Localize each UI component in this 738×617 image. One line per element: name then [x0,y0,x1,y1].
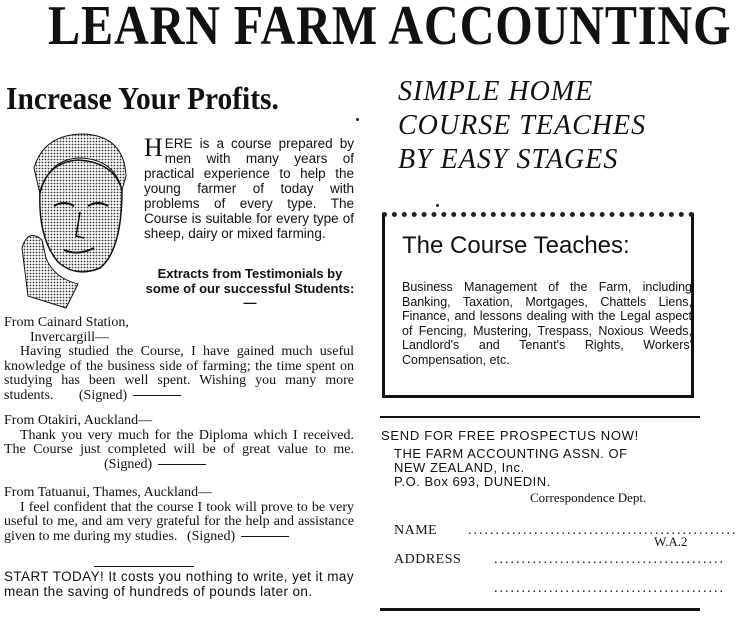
correspondence-dept: Correspondence Dept. [530,490,647,505]
testimonial-2 [4,414,354,472]
name-field[interactable]: ................................................. [468,523,738,538]
association-line-1: THE FARM ACCOUNTING ASSN. OF [394,446,628,461]
signature-line [241,536,289,537]
name-label: NAME [394,523,438,538]
association-address [394,447,700,489]
testimonial-2-from: From Otakiri, Auckland— [4,413,153,428]
divider-rule [380,416,700,418]
address-label: ADDRESS [394,552,462,567]
testimonial-3-body [4,501,354,545]
testimonial-1-signed: (Signed) [78,387,128,403]
testimonial-2-text: Thank you very much for the Diploma which I received. The Course just completed will be of great value to me. [4,427,354,457]
testimonials-heading: Extracts from Testimonials by some of our successful Students:— [145,266,355,310]
testimonial-3-signed: (Signed) [186,528,236,544]
subheadline: Increase Your Profits. [6,80,279,116]
intro-text: ERE is a course prepared by men with many years of practical experience to help the young farmer of today with problems of every type. The Course is suitable for every type of sheep, dairy or mixed farming. [144,136,354,241]
course-box-title: The Course Teaches: [402,232,630,259]
testimonial-1 [4,316,354,403]
testimonial-3 [4,486,354,544]
print-speck [356,118,359,121]
signature-line [133,395,181,396]
tagline-line-2: COURSE TEACHES [398,110,647,141]
divider-rule [380,608,700,611]
testimonial-3-text: I feel confident that the course I took will prove to be very useful to me, and am very grateful for the help and assistance given to me during my studies. [4,499,354,544]
testimonial-1-from: From Cainard Station, [4,315,129,330]
association-line-2: NEW ZEALAND, Inc. [394,460,525,475]
call-to-action: START TODAY! It costs you nothing to write, yet it may mean the saving of hundreds of pounds later on. [4,569,354,599]
divider-rule [94,566,194,567]
tagline-line-1: SIMPLE HOME [398,76,594,107]
address-field-line-2[interactable]: .......................................... [494,581,725,596]
form-code: W.A.2 [654,534,688,549]
send-prospectus-line: SEND FOR FREE PROSPECTUS NOW! [381,428,639,443]
testimonial-1-text: Having studied the Course, I have gained much useful knowledge of the business side of farming; the time spent on studying has been well spent. Wishing you many more students. [4,344,354,403]
testimonial-1-body [4,345,354,403]
headline: LEARN FARM ACCOUNTING [48,0,732,57]
student-portrait-illustration [14,128,140,314]
print-speck [436,204,439,207]
association-line-3: P.O. Box 693, DUNEDIN. [394,474,551,489]
signature-line [158,464,206,465]
testimonial-3-from: From Tatuanui, Thames, Auckland— [4,485,213,500]
course-box-body: Business Management of the Farm, including Banking, Taxation, Mortgages, Chattels Liens, Finance, and lessons dealing with the Legal aspect of Fencing, Mustering, Trespass, Noxious Weeds, Landlord's and Tenant's Rights, Workers' Compensation, etc. [402,280,692,367]
testimonial-2-signed: (Signed) [104,456,153,472]
testimonial-2-body [4,429,354,473]
intro-paragraph [144,133,354,241]
address-field-line-1[interactable]: .......................................... [494,552,725,567]
intro-dropcap: H [144,133,163,162]
testimonial-1-place: Invercargill— [30,329,110,345]
tagline-line-3: BY EASY STAGES [398,144,619,175]
